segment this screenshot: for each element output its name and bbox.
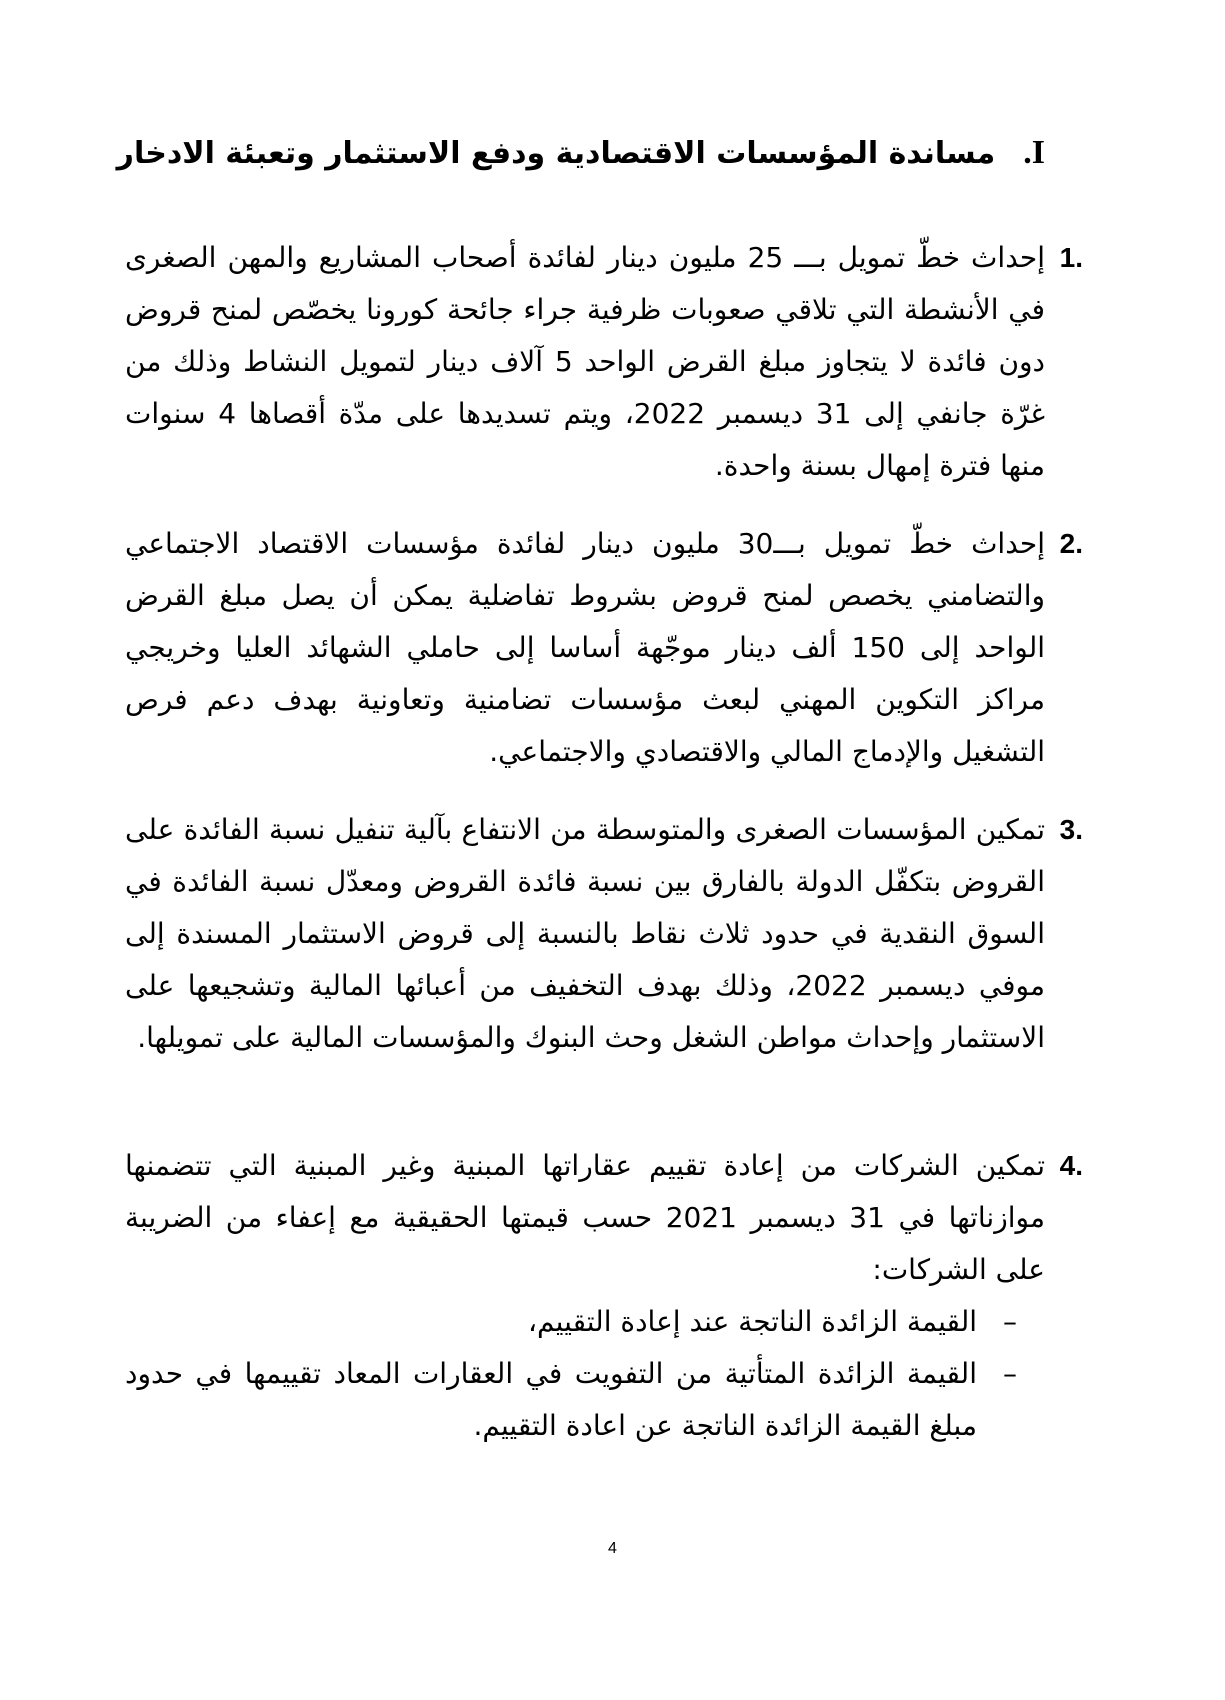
- bullet-item: [125, 1296, 1017, 1348]
- item-text: تمكين الشركات من إعادة تقييم عقاراتها المبنية وغير المبنية التي تتضمنها موازناتها في 31 ديسمبر 2021 حسب قيمتها الحقيقية مع إعفاء من الضريبة على الشركات:: [125, 1149, 1045, 1286]
- page-number: 4: [608, 1540, 617, 1557]
- item-text: إحداث خطّ تمويل بـــ30 مليون دينار لفائدة مؤسسات الاقتصاد الاجتماعي والتضامني يخصص لمنح قروض بشروط تفاضلية يمكن أن يصل مبلغ القرض الواحد إلى 150 ألف دينار موجّهة أساسا إلى حاملي الشهائد العليا وخريجي مراكز التكوين المهني لبعث مؤسسات تضامنية وتعاونية بهدف دعم فرص التشغيل والإدماج المالي والاقتصادي والاجتماعي.: [125, 527, 1046, 768]
- list-item-1: [125, 232, 1083, 492]
- item-number: 2.: [1059, 528, 1083, 559]
- bullet-text: القيمة الزائدة الناتجة عند إعادة التقييم،: [528, 1305, 977, 1338]
- section-heading: [116, 128, 1045, 179]
- item-number: 3.: [1059, 814, 1083, 845]
- item-text: إحداث خطّ تمويل بـــ 25 مليون دينار لفائدة أصحاب المشاريع والمهن الصغرى في الأنشطة التي تلاقي صعوبات ظرفية جراء جائحة كورونا يخصّص لمنح قروض دون فائدة لا يتجاوز مبلغ القرض الواحد 5 آلاف دينار لتمويل النشاط وذلك من غرّة جانفي إلى 31 ديسمبر 2022، ويتم تسديدها على مدّة أقصاها 4 سنوات منها فترة إمهال بسنة واحدة.: [125, 241, 1045, 482]
- list-item-3: [125, 804, 1083, 1064]
- section-title: مساندة المؤسسات الاقتصادية ودفع الاستثمار وتعبئة الادخار: [116, 136, 996, 171]
- dash-bullet-icon: –: [1003, 1357, 1017, 1390]
- dash-bullet-icon: –: [1003, 1305, 1017, 1338]
- bullet-item: [125, 1348, 1017, 1452]
- bullet-text: القيمة الزائدة المتأتية من التفويت في العقارات المعاد تقييمها في حدود مبلغ القيمة الزائدة الناتجة عن اعادة التقييم.: [125, 1357, 977, 1442]
- list-item-2: [125, 518, 1083, 778]
- item-number: 4.: [1059, 1150, 1083, 1181]
- section-number: I.: [1023, 134, 1045, 171]
- item-number: 1.: [1059, 242, 1083, 273]
- bullet-list: [125, 1296, 1045, 1452]
- item-text: تمكين المؤسسات الصغرى والمتوسطة من الانتفاع بآلية تنفيل نسبة الفائدة على القروض بتكفّل الدولة بالفارق بين نسبة فائدة القروض ومعدّل نسبة الفائدة في السوق النقدية في حدود ثلاث نقاط بالنسبة إلى قروض الاستثمار المسندة إلى موفي ديسمبر 2022، وذلك بهدف التخفيف من أعبائها المالية وتشجيعها على الاستثمار وإحداث مواطن الشغل وحث البنوك والمؤسسات المالية على تمويلها.: [125, 813, 1046, 1054]
- list-item-4: [125, 1140, 1083, 1452]
